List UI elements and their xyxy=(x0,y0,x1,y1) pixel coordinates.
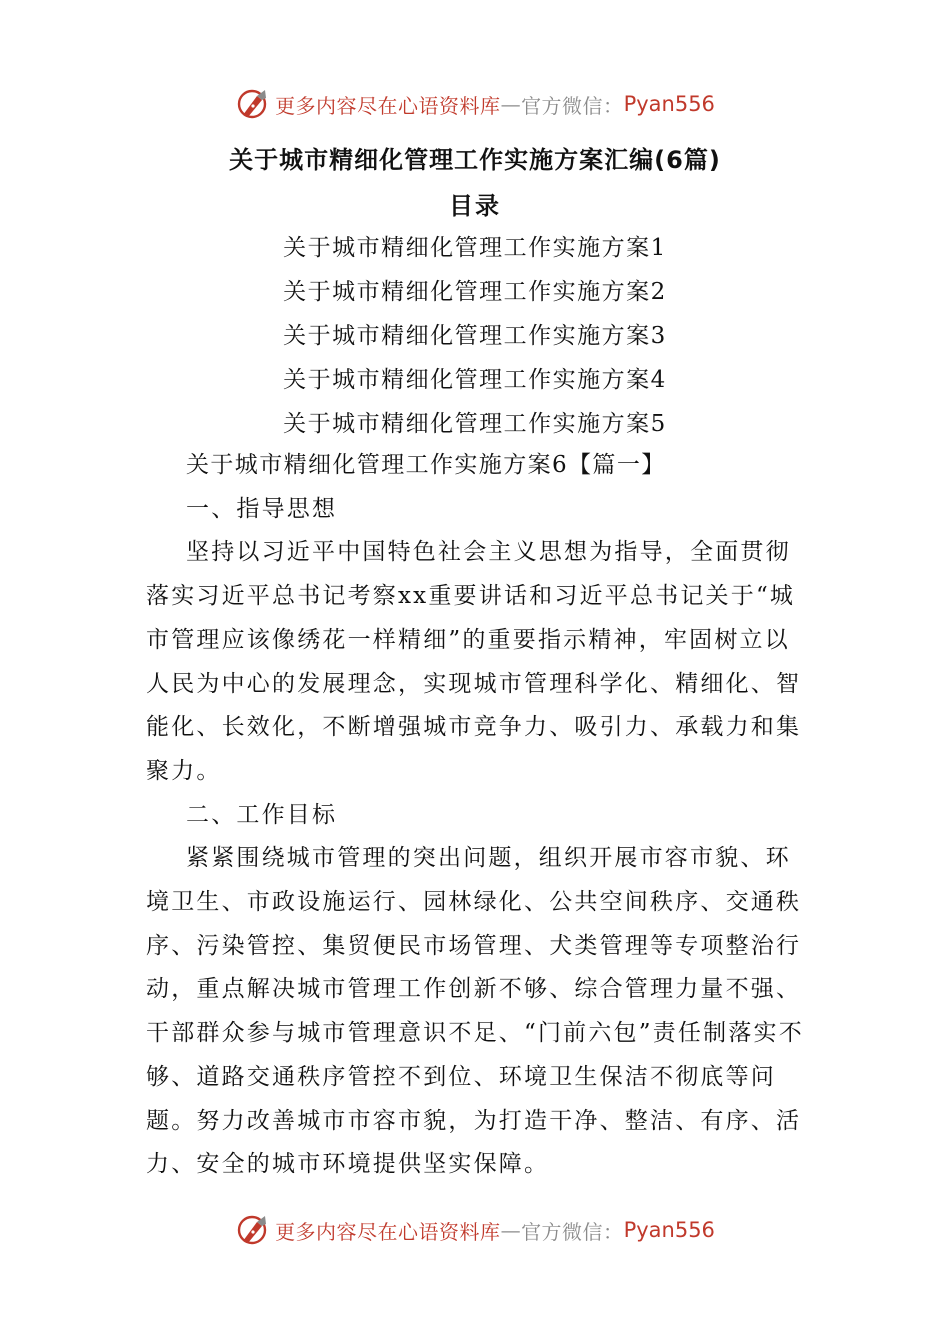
toc-item[interactable]: 关于城市精细化管理工作实施方案1 xyxy=(283,235,667,261)
section-heading: 一、指导思想 xyxy=(186,495,338,522)
banner-wechat-id: Pyan556 xyxy=(623,92,715,116)
banner-site-text: 更多内容尽在心语资料库 xyxy=(275,93,501,118)
banner-dash: — xyxy=(500,1218,522,1242)
section-heading: 二、工作目标 xyxy=(186,801,338,828)
toc-item[interactable]: 关于城市精细化管理工作实施方案6【篇一】 xyxy=(186,452,666,478)
toc-item[interactable]: 关于城市精细化管理工作实施方案3 xyxy=(283,323,667,349)
toc-item[interactable]: 关于城市精细化管理工作实施方案2 xyxy=(283,279,667,305)
banner-site-text: 更多内容尽在心语资料库 xyxy=(275,1219,501,1244)
toc-heading: 目录 xyxy=(449,192,501,220)
pen-nib-logo-icon xyxy=(235,86,271,122)
paragraph: 坚持以习近平中国特色社会主义思想为指导，全面贯彻落实习近平总书记考察xx重要讲话和习近平总书记关于“城市管理应该像绣花一样精细”的重要指示精神，牢固树立以人民为中心的发展理念，实现城市管理科学化、精细化、智能化、长效化，不断增强城市竞争力、吸引力、承载力和集聚力。 xyxy=(146,539,802,784)
document-title: 关于城市精细化管理工作实施方案汇编(6篇) xyxy=(229,146,721,174)
banner-official-label: 官方微信： xyxy=(521,93,624,118)
toc-item[interactable]: 关于城市精细化管理工作实施方案4 xyxy=(283,367,667,393)
header-banner xyxy=(0,82,950,126)
table-of-contents xyxy=(0,226,950,446)
pen-nib-logo-icon xyxy=(235,1212,271,1248)
toc-item[interactable]: 关于城市精细化管理工作实施方案5 xyxy=(283,411,667,437)
banner-official-label: 官方微信： xyxy=(521,1219,624,1244)
document-body xyxy=(146,444,806,1187)
banner-wechat-id: Pyan556 xyxy=(623,1218,715,1242)
footer-banner xyxy=(0,1208,950,1252)
paragraph: 紧紧围绕城市管理的突出问题，组织开展市容市貌、环境卫生、市政设施运行、园林绿化、公共空间秩序、交通秩序、污染管控、集贸便民市场管理、犬类管理等专项整治行动，重点解决城市管理工作创新不够、综合管理力量不强、干部群众参与城市管理意识不足、“门前六包”责任制落实不够、道路交通秩序管控不到位、环境卫生保洁不彻底等问题。努力改善城市市容市貌，为打造干净、整洁、有序、活力、安全的城市环境提供坚实保障。 xyxy=(146,845,804,1178)
banner-dash: — xyxy=(500,92,522,116)
